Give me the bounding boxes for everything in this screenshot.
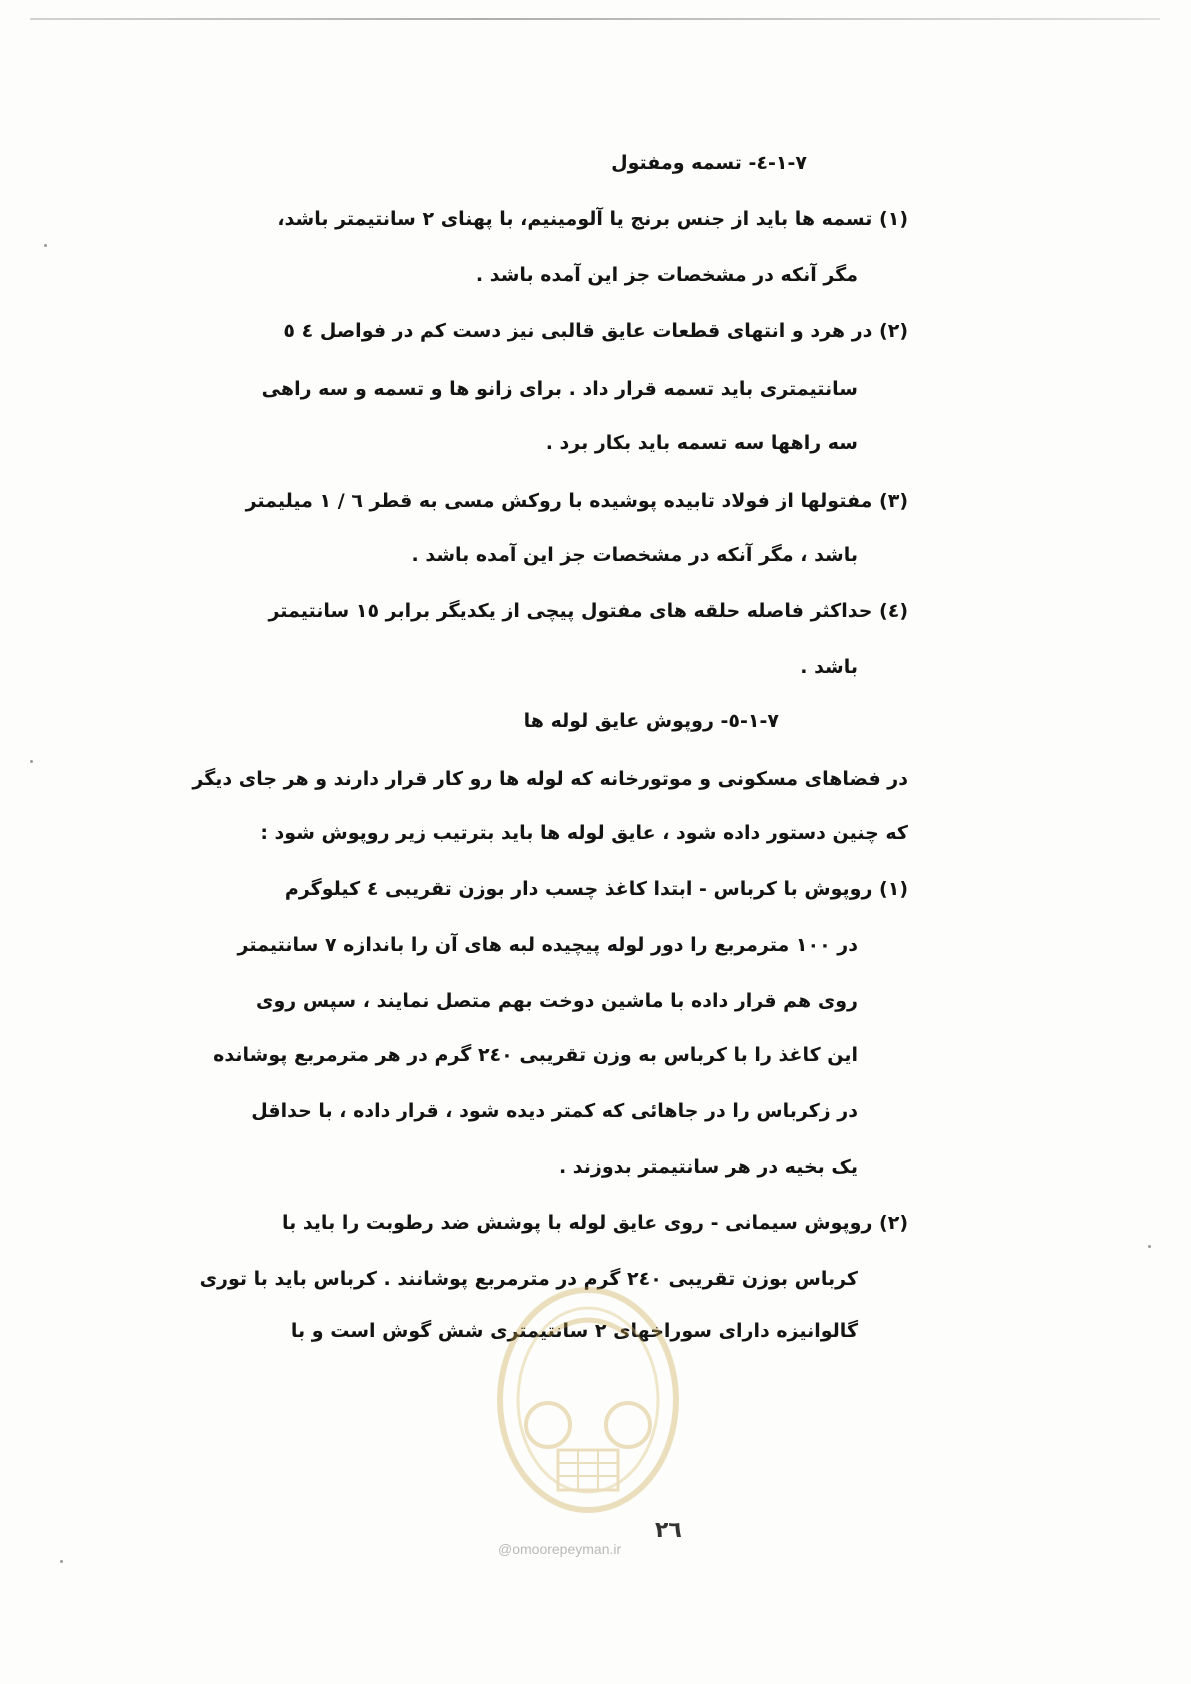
scan-speck (44, 244, 47, 247)
paragraph-line: یک بخیه در هر سانتیمتر بدوزند . (558, 1156, 858, 1178)
paragraph-line: سانتیمتری باید تسمه قرار داد . برای زانو ها و تسمه و سه راهی (261, 378, 858, 400)
paragraph-line: (۲) روپوش سیمانی - روی عایق لوله با پوشش ضد رطوبت را باید با (281, 1212, 908, 1234)
paragraph-line: در زکرباس را در جاهائی که کمتر دیده شود ، قرار داده ، با حداقل (251, 1100, 858, 1122)
paragraph-line: در فضاهای مسکونی و موتورخانه که لوله ها رو کار قرار دارند و هر جای دیگر (192, 768, 908, 790)
paragraph-line: باشد . (800, 656, 858, 678)
section-heading: ۱-۷-٥- روپوش عایق لوله ها (523, 710, 779, 732)
paragraph-line: (٤) حداکثر فاصله حلقه های مفتول پیچی از یکدیگر برابر ۱٥ سانتیمتر (268, 600, 908, 622)
scan-speck (60, 1560, 63, 1563)
paragraph-line: روی هم قرار داده با ماشین دوخت بهم متصل نمایند ، سپس روی (256, 990, 858, 1012)
paragraph-line: (۳) مفتولها از فولاد تابیده پوشیده با روکش مسی به قطر ٦ / ۱ میلیمتر (245, 490, 908, 512)
section-heading: ۱-۷-٤- تسمه ومفتول (611, 152, 807, 174)
paragraph-line: سه راهها سه تسمه باید بکار برد . (545, 432, 858, 454)
paragraph-line: در ۱۰۰ مترمربع را دور لوله پیچیده لبه های آن را باندازه ۷ سانتیمتر (237, 934, 858, 956)
paragraph-line: (۲) در هرد و انتهای قطعات عایق قالبی نیز دست کم در فواصل ٤ ٥ (283, 320, 908, 342)
watermark-emblem-icon (488, 1275, 688, 1525)
scan-speck (30, 760, 33, 763)
paragraph-line: (۱) روپوش با کرباس - ابتدا کاغذ چسب دار بوزن تقریبی ٤ کیلوگرم (284, 878, 908, 900)
watermark-text: @omoorepeyman.ir (498, 1541, 622, 1557)
paragraph-line: گالوانیزه دارای سوراخهای ۲ سانتیمتری شش گوش است و با (290, 1320, 858, 1342)
paragraph-line: کرباس بوزن تقریبی ۲٤۰ گرم در مترمربع پوشانند . کرباس باید با توری (199, 1268, 858, 1290)
paragraph-line: باشد ، مگر آنکه در مشخصات جز این آمده باشد . (411, 544, 858, 566)
scan-speck (1148, 1245, 1151, 1248)
paragraph-line: که چنین دستور داده شود ، عایق لوله ها باید بترتیب زیر روپوش شود : (260, 822, 908, 844)
paragraph-line: (۱) تسمه ها باید از جنس برنج یا آلومینیم، با پهنای ۲ سانتیمتر باشد، (277, 208, 908, 230)
page-number: ۲٦ (655, 1518, 682, 1543)
paragraph-line: مگر آنکه در مشخصات جز این آمده باشد . (475, 264, 858, 286)
paragraph-line: این کاغذ را با کرباس به وزن تقریبی ۲٤۰ گرم در هر مترمربع پوشانده (213, 1044, 858, 1066)
top-scan-rule (30, 18, 1160, 20)
